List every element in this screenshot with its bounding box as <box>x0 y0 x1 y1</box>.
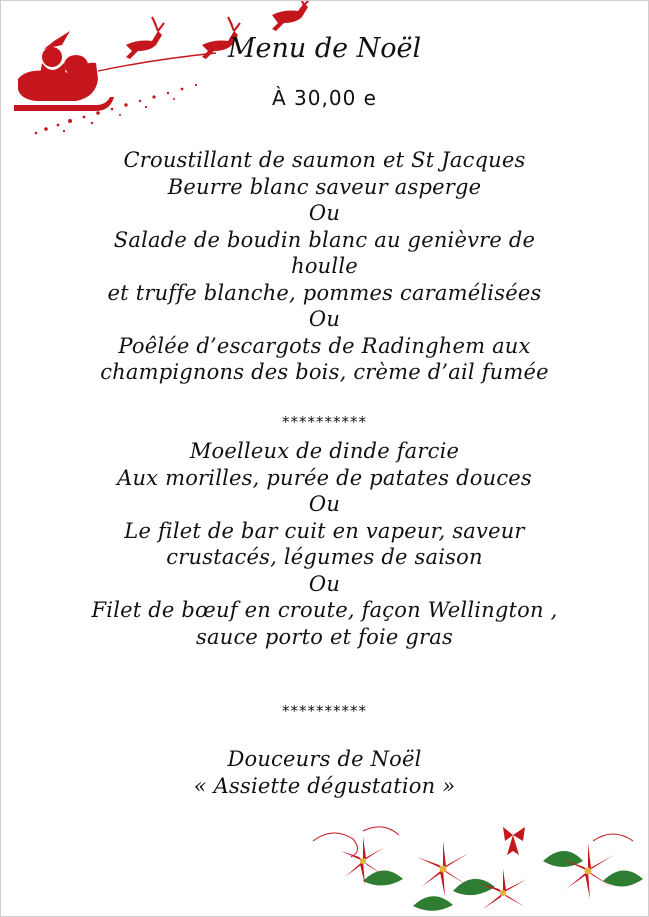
main-line: Filet de bœuf en croute, façon Wellington , <box>91 598 558 622</box>
starter-line: Croustillant de saumon et St Jacques <box>123 148 526 172</box>
desserts-section <box>1 746 648 799</box>
starter-line: Ou <box>308 201 341 225</box>
starter-line: Salade de boudin blanc au genièvre de <box>113 227 536 252</box>
menu-price: À 30,00 e <box>272 86 377 110</box>
menu-title: Menu de Noël <box>227 33 422 64</box>
starter-line: Poêlée d’escargots de Radinghem aux <box>118 333 531 358</box>
starter-line: Ou <box>308 307 341 331</box>
santa-sleigh-reindeer-icon <box>6 1 336 141</box>
starter-line: champignons des bois, crème d’ail fumée <box>100 360 549 384</box>
separator: ********** <box>282 702 367 720</box>
separator: ********** <box>282 413 367 431</box>
main-line: sauce porto et foie gras <box>196 624 453 649</box>
main-line: Aux morilles, purée de patates douces <box>117 465 532 490</box>
dessert-line: Douceurs de Noël <box>227 747 422 771</box>
main-line: crustacés, légumes de saison <box>166 545 483 569</box>
main-line: Moelleux de dinde farcie <box>189 439 460 463</box>
mains-section <box>1 438 648 650</box>
main-line: Ou <box>308 571 341 596</box>
main-line: Le filet de bar cuit en vapeur, saveur <box>124 518 525 543</box>
starters-section <box>1 147 648 386</box>
dessert-line: « Assiette dégustation » <box>193 773 456 798</box>
poinsettia-icon <box>303 821 648 916</box>
starter-line: et truffe blanche, pommes caramélisées <box>107 280 542 305</box>
starter-line: houlle <box>291 254 358 278</box>
starter-line: Beurre blanc saveur asperge <box>167 174 482 199</box>
main-line: Ou <box>308 492 341 516</box>
